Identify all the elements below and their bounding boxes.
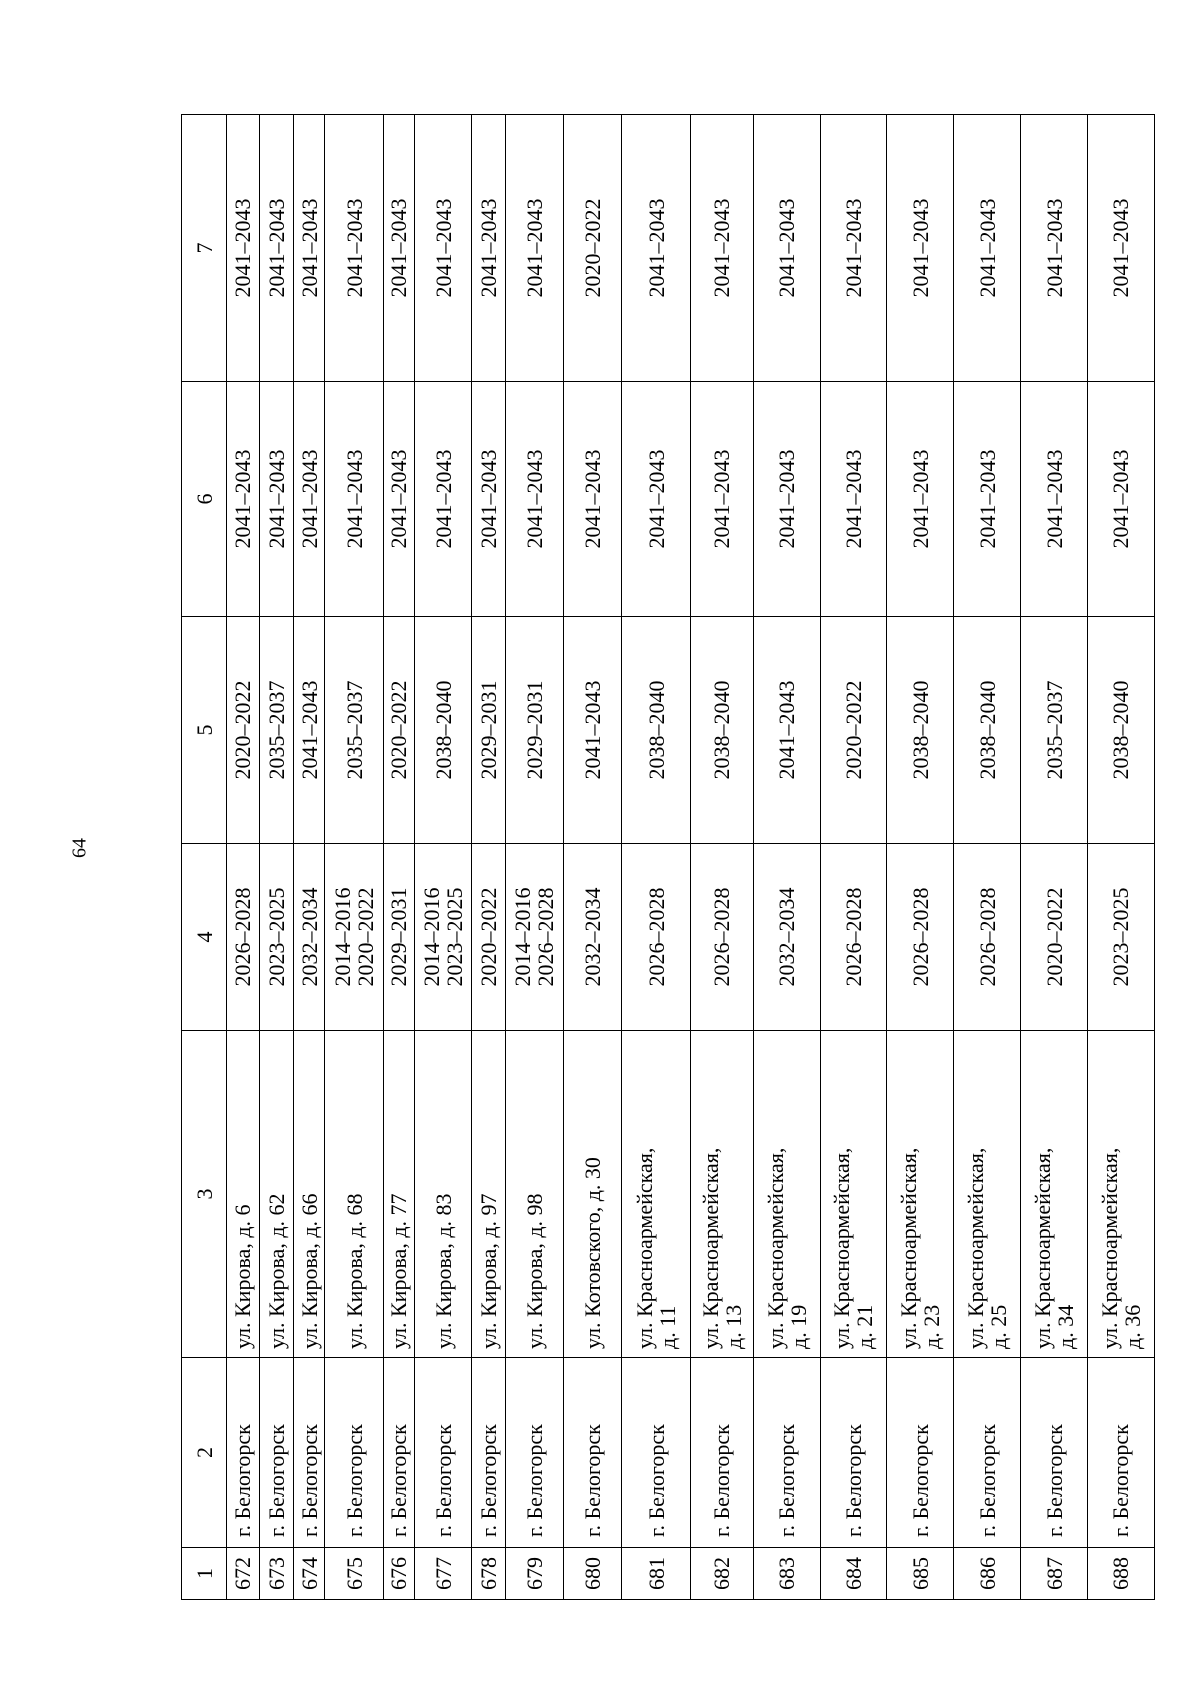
period-cell-5: 2041–2043 [294, 617, 325, 844]
period-cell-7: 2041–2043 [259, 115, 294, 382]
table-row [887, 115, 954, 1600]
period-cell-4: 2026–2028 [227, 844, 259, 1031]
table-row [691, 115, 754, 1600]
column-header-2: 2 [182, 1358, 227, 1548]
period-cell-6: 2041–2043 [383, 382, 414, 617]
table-row [414, 115, 471, 1600]
row-number: 680 [563, 1548, 621, 1600]
city-cell: г. Белогорск [1021, 1358, 1088, 1548]
table-row [753, 115, 820, 1600]
period-cell-7: 2041–2043 [691, 115, 754, 382]
period-cell-7: 2041–2043 [294, 115, 325, 382]
table-row [472, 115, 505, 1600]
table-row [1021, 115, 1088, 1600]
city-cell: г. Белогорск [563, 1358, 621, 1548]
period-cell-6: 2041–2043 [691, 382, 754, 617]
city-cell: г. Белогорск [383, 1358, 414, 1548]
address-cell: ул. Кирова, д. 66 [294, 1031, 325, 1358]
period-cell-4: 2026–2028 [622, 844, 691, 1031]
period-cell-7: 2041–2043 [954, 115, 1021, 382]
period-cell-7: 2041–2043 [325, 115, 383, 382]
period-cell-6: 2041–2043 [294, 382, 325, 617]
period-cell-6: 2041–2043 [1088, 382, 1155, 617]
table-row [1088, 115, 1155, 1600]
period-cell-4: 2023–2025 [1088, 844, 1155, 1031]
column-header-3: 3 [182, 1031, 227, 1358]
column-header-4: 4 [182, 844, 227, 1031]
column-header-5: 5 [182, 617, 227, 844]
city-cell: г. Белогорск [887, 1358, 954, 1548]
page-number: 64 [68, 838, 91, 858]
period-cell-4: 2014–2016 2020–2022 [325, 844, 383, 1031]
row-number: 678 [472, 1548, 505, 1600]
period-cell-5: 2020–2022 [227, 617, 259, 844]
period-cell-6: 2041–2043 [954, 382, 1021, 617]
period-cell-6: 2041–2043 [259, 382, 294, 617]
table-row [383, 115, 414, 1600]
city-cell: г. Белогорск [472, 1358, 505, 1548]
row-number: 688 [1088, 1548, 1155, 1600]
period-cell-5: 2038–2040 [1088, 617, 1155, 844]
address-cell: ул. Красноармейская, д. 25 [954, 1031, 1021, 1358]
period-cell-6: 2041–2043 [505, 382, 563, 617]
address-cell: ул. Красноармейская, д. 34 [1021, 1031, 1088, 1358]
period-cell-5: 2038–2040 [622, 617, 691, 844]
row-number: 682 [691, 1548, 754, 1600]
address-cell: ул. Кирова, д. 98 [505, 1031, 563, 1358]
period-cell-7: 2041–2043 [414, 115, 471, 382]
period-cell-6: 2041–2043 [622, 382, 691, 617]
period-cell-5: 2038–2040 [954, 617, 1021, 844]
period-cell-5: 2020–2022 [820, 617, 887, 844]
column-header-1: 1 [182, 1548, 227, 1600]
period-cell-5: 2029–2031 [505, 617, 563, 844]
row-number: 672 [227, 1548, 259, 1600]
row-number: 675 [325, 1548, 383, 1600]
rotated-table-container [181, 115, 1155, 1600]
period-cell-5: 2041–2043 [753, 617, 820, 844]
address-cell: ул. Красноармейская, д. 21 [820, 1031, 887, 1358]
period-cell-4: 2032–2034 [753, 844, 820, 1031]
period-cell-7: 2041–2043 [1021, 115, 1088, 382]
period-cell-6: 2041–2043 [753, 382, 820, 617]
period-cell-4: 2023–2025 [259, 844, 294, 1031]
period-cell-4: 2020–2022 [1021, 844, 1088, 1031]
period-cell-7: 2041–2043 [753, 115, 820, 382]
period-cell-7: 2041–2043 [622, 115, 691, 382]
period-cell-6: 2041–2043 [414, 382, 471, 617]
city-cell: г. Белогорск [414, 1358, 471, 1548]
row-number: 674 [294, 1548, 325, 1600]
column-header-6: 6 [182, 382, 227, 617]
address-cell: ул. Кирова, д. 77 [383, 1031, 414, 1358]
period-cell-4: 2026–2028 [820, 844, 887, 1031]
city-cell: г. Белогорск [691, 1358, 754, 1548]
table-body [182, 115, 1155, 1600]
city-cell: г. Белогорск [954, 1358, 1021, 1548]
table-row [954, 115, 1021, 1600]
row-number: 686 [954, 1548, 1021, 1600]
period-cell-4: 2032–2034 [294, 844, 325, 1031]
schedule-table [181, 114, 1155, 1600]
table-row [227, 115, 259, 1600]
period-cell-7: 2020–2022 [563, 115, 621, 382]
row-number: 681 [622, 1548, 691, 1600]
period-cell-4: 2014–2016 2026–2028 [505, 844, 563, 1031]
city-cell: г. Белогорск [505, 1358, 563, 1548]
period-cell-4: 2026–2028 [691, 844, 754, 1031]
city-cell: г. Белогорск [753, 1358, 820, 1548]
period-cell-7: 2041–2043 [472, 115, 505, 382]
period-cell-7: 2041–2043 [1088, 115, 1155, 382]
table-row [259, 115, 294, 1600]
table-row [505, 115, 563, 1600]
period-cell-5: 2041–2043 [563, 617, 621, 844]
row-number: 673 [259, 1548, 294, 1600]
row-number: 683 [753, 1548, 820, 1600]
address-cell: ул. Кирова, д. 6 [227, 1031, 259, 1358]
period-cell-4: 2032–2034 [563, 844, 621, 1031]
city-cell: г. Белогорск [259, 1358, 294, 1548]
table-row [294, 115, 325, 1600]
period-cell-7: 2041–2043 [505, 115, 563, 382]
period-cell-5: 2038–2040 [414, 617, 471, 844]
table-row [820, 115, 887, 1600]
address-cell: ул. Котовского, д. 30 [563, 1031, 621, 1358]
period-cell-5: 2035–2037 [259, 617, 294, 844]
city-cell: г. Белогорск [820, 1358, 887, 1548]
period-cell-5: 2035–2037 [325, 617, 383, 844]
city-cell: г. Белогорск [1088, 1358, 1155, 1548]
period-cell-6: 2041–2043 [1021, 382, 1088, 617]
column-header-7: 7 [182, 115, 227, 382]
row-number: 679 [505, 1548, 563, 1600]
header-row [182, 115, 227, 1600]
period-cell-4: 2026–2028 [887, 844, 954, 1031]
address-cell: ул. Кирова, д. 68 [325, 1031, 383, 1358]
row-number: 676 [383, 1548, 414, 1600]
address-cell: ул. Красноармейская, д. 11 [622, 1031, 691, 1358]
period-cell-5: 2038–2040 [887, 617, 954, 844]
period-cell-6: 2041–2043 [820, 382, 887, 617]
city-cell: г. Белогорск [294, 1358, 325, 1548]
period-cell-6: 2041–2043 [563, 382, 621, 617]
address-cell: ул. Кирова, д. 97 [472, 1031, 505, 1358]
period-cell-4: 2026–2028 [954, 844, 1021, 1031]
row-number: 685 [887, 1548, 954, 1600]
period-cell-5: 2038–2040 [691, 617, 754, 844]
city-cell: г. Белогорск [325, 1358, 383, 1548]
address-cell: ул. Красноармейская, д. 23 [887, 1031, 954, 1358]
period-cell-7: 2041–2043 [820, 115, 887, 382]
address-cell: ул. Красноармейская, д. 19 [753, 1031, 820, 1358]
period-cell-4: 2014–2016 2023–2025 [414, 844, 471, 1031]
period-cell-6: 2041–2043 [472, 382, 505, 617]
row-number: 687 [1021, 1548, 1088, 1600]
row-number: 684 [820, 1548, 887, 1600]
period-cell-6: 2041–2043 [887, 382, 954, 617]
period-cell-5: 2029–2031 [472, 617, 505, 844]
address-cell: ул. Красноармейская, д. 13 [691, 1031, 754, 1358]
period-cell-6: 2041–2043 [325, 382, 383, 617]
period-cell-5: 2035–2037 [1021, 617, 1088, 844]
period-cell-7: 2041–2043 [887, 115, 954, 382]
address-cell: ул. Кирова, д. 62 [259, 1031, 294, 1358]
row-number: 677 [414, 1548, 471, 1600]
period-cell-4: 2029–2031 [383, 844, 414, 1031]
period-cell-6: 2041–2043 [227, 382, 259, 617]
period-cell-7: 2041–2043 [227, 115, 259, 382]
period-cell-5: 2020–2022 [383, 617, 414, 844]
table-row [325, 115, 383, 1600]
city-cell: г. Белогорск [227, 1358, 259, 1548]
period-cell-4: 2020–2022 [472, 844, 505, 1031]
address-cell: ул. Кирова, д. 83 [414, 1031, 471, 1358]
period-cell-7: 2041–2043 [383, 115, 414, 382]
table-row [563, 115, 621, 1600]
city-cell: г. Белогорск [622, 1358, 691, 1548]
address-cell: ул. Красноармейская, д. 36 [1088, 1031, 1155, 1358]
table-row [622, 115, 691, 1600]
